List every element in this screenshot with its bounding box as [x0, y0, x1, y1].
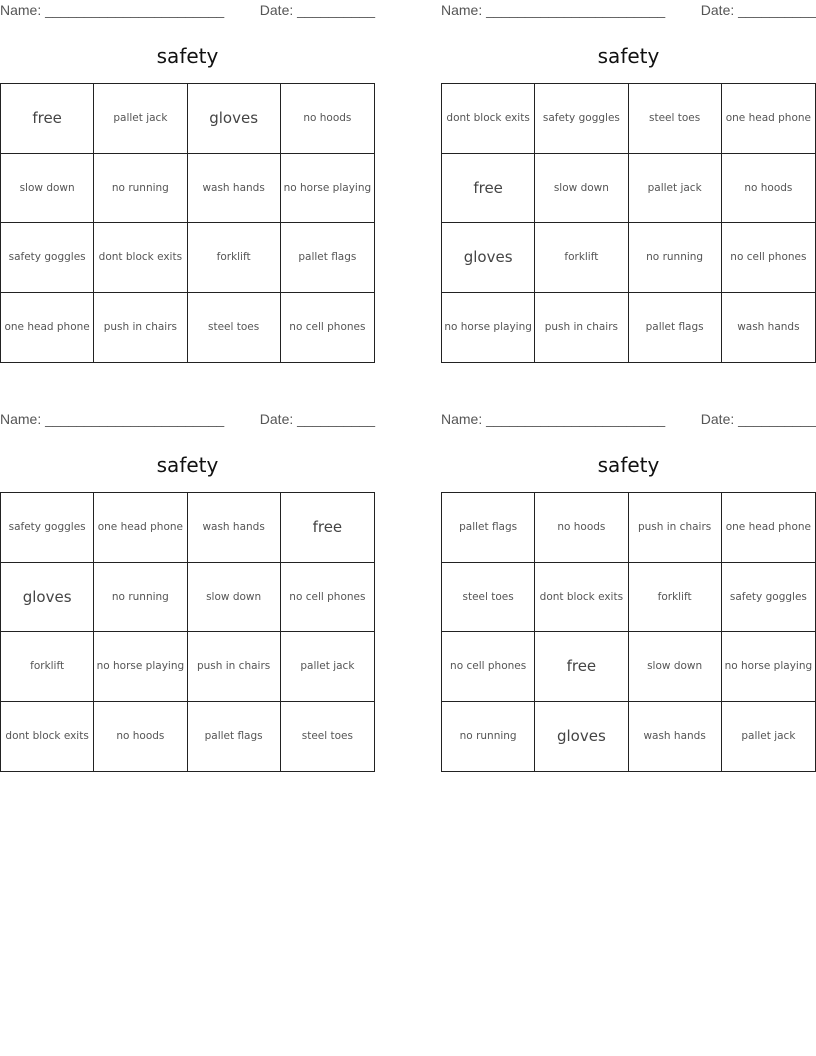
bingo-cell: no running	[629, 223, 722, 293]
date-line: Date: __________	[700, 411, 816, 427]
bingo-cell: no running	[94, 563, 187, 633]
bingo-cell: free	[442, 154, 535, 224]
bingo-cell: safety goggles	[722, 563, 815, 633]
bingo-cell: pallet flags	[188, 702, 281, 772]
name-line: Name: _______________________	[441, 2, 666, 18]
bingo-cell: slow down	[535, 154, 628, 224]
bingo-cell: free	[1, 84, 94, 154]
bingo-cell: one head phone	[1, 293, 94, 363]
bingo-cell: gloves	[442, 223, 535, 293]
bingo-cell: push in chairs	[629, 493, 722, 563]
bingo-cell: pallet jack	[281, 632, 374, 702]
bingo-cell: wash hands	[737, 321, 800, 334]
bingo-cell: slow down	[188, 563, 281, 633]
bingo-card-3	[0, 409, 375, 743]
bingo-cell: gloves	[188, 84, 281, 154]
bingo-cell: wash hands	[629, 702, 722, 772]
bingo-cell: dont block exits	[1, 702, 94, 772]
card-title: safety	[597, 453, 660, 477]
bingo-cell: forklift	[188, 223, 281, 293]
bingo-cell: one head phone	[94, 493, 187, 563]
card-title: safety	[597, 44, 660, 68]
bingo-cell: steel toes	[629, 84, 722, 154]
card-title: safety	[156, 44, 219, 68]
bingo-cell: safety goggles	[1, 493, 94, 563]
bingo-cell: dont block exits	[94, 223, 187, 293]
bingo-cell: no hoods	[535, 493, 628, 563]
bingo-cell: no hoods	[281, 84, 374, 154]
date-line: Date: __________	[259, 2, 375, 18]
bingo-cell: forklift	[535, 223, 628, 293]
bingo-cell: no cell phones	[281, 563, 374, 633]
bingo-grid	[0, 83, 375, 363]
bingo-cell: steel toes	[188, 293, 281, 363]
bingo-cell: one head phone	[722, 84, 815, 154]
bingo-cell: no cell phones	[289, 321, 366, 334]
bingo-cell: pallet jack	[94, 84, 187, 154]
bingo-cell: no horse playing	[722, 632, 815, 702]
bingo-cell: push in chairs	[535, 293, 628, 363]
name-line: Name: _______________________	[0, 411, 225, 427]
bingo-cell: dont block exits	[442, 84, 535, 154]
date-line: Date: __________	[259, 411, 375, 427]
bingo-cell: no horse playing	[281, 154, 374, 224]
date-line: Date: __________	[700, 2, 816, 18]
bingo-cell: push in chairs	[94, 293, 187, 363]
bingo-cell: pallet flags	[281, 223, 374, 293]
bingo-cell: dont block exits	[535, 563, 628, 633]
bingo-cell: gloves	[535, 702, 628, 772]
bingo-cell: gloves	[1, 563, 94, 633]
bingo-cell: no cell phones	[442, 632, 535, 702]
bingo-grid	[441, 83, 816, 363]
bingo-cell: steel toes	[301, 730, 353, 743]
bingo-cell: no hoods	[94, 702, 187, 772]
bingo-cell: safety goggles	[535, 84, 628, 154]
bingo-cell: slow down	[629, 632, 722, 702]
bingo-cell: one head phone	[722, 493, 815, 563]
bingo-cell: no cell phones	[722, 223, 815, 293]
bingo-cell: pallet jack	[741, 730, 796, 743]
bingo-cell: free	[281, 493, 374, 563]
bingo-cell: forklift	[1, 632, 94, 702]
bingo-cell: forklift	[629, 563, 722, 633]
bingo-cell: wash hands	[188, 493, 281, 563]
bingo-cell: free	[535, 632, 628, 702]
name-line: Name: _______________________	[441, 411, 666, 427]
bingo-cell: no running	[442, 702, 535, 772]
bingo-cell: no horse playing	[94, 632, 187, 702]
bingo-cell: slow down	[1, 154, 94, 224]
bingo-card-4	[441, 409, 816, 746]
card-title: safety	[156, 453, 219, 477]
bingo-cell: no hoods	[722, 154, 815, 224]
bingo-cell: no running	[94, 154, 187, 224]
bingo-cell: pallet jack	[629, 154, 722, 224]
bingo-cell: pallet flags	[629, 293, 722, 363]
bingo-cell: push in chairs	[188, 632, 281, 702]
bingo-grid	[0, 492, 375, 772]
name-line: Name: _______________________	[0, 2, 225, 18]
bingo-cell: safety goggles	[1, 223, 94, 293]
bingo-cell: no horse playing	[442, 293, 535, 363]
bingo-cell: pallet flags	[442, 493, 535, 563]
bingo-card-1	[0, 0, 375, 334]
bingo-cell: wash hands	[188, 154, 281, 224]
bingo-grid	[441, 492, 816, 772]
bingo-cell: steel toes	[442, 563, 535, 633]
bingo-card-2	[441, 0, 816, 334]
